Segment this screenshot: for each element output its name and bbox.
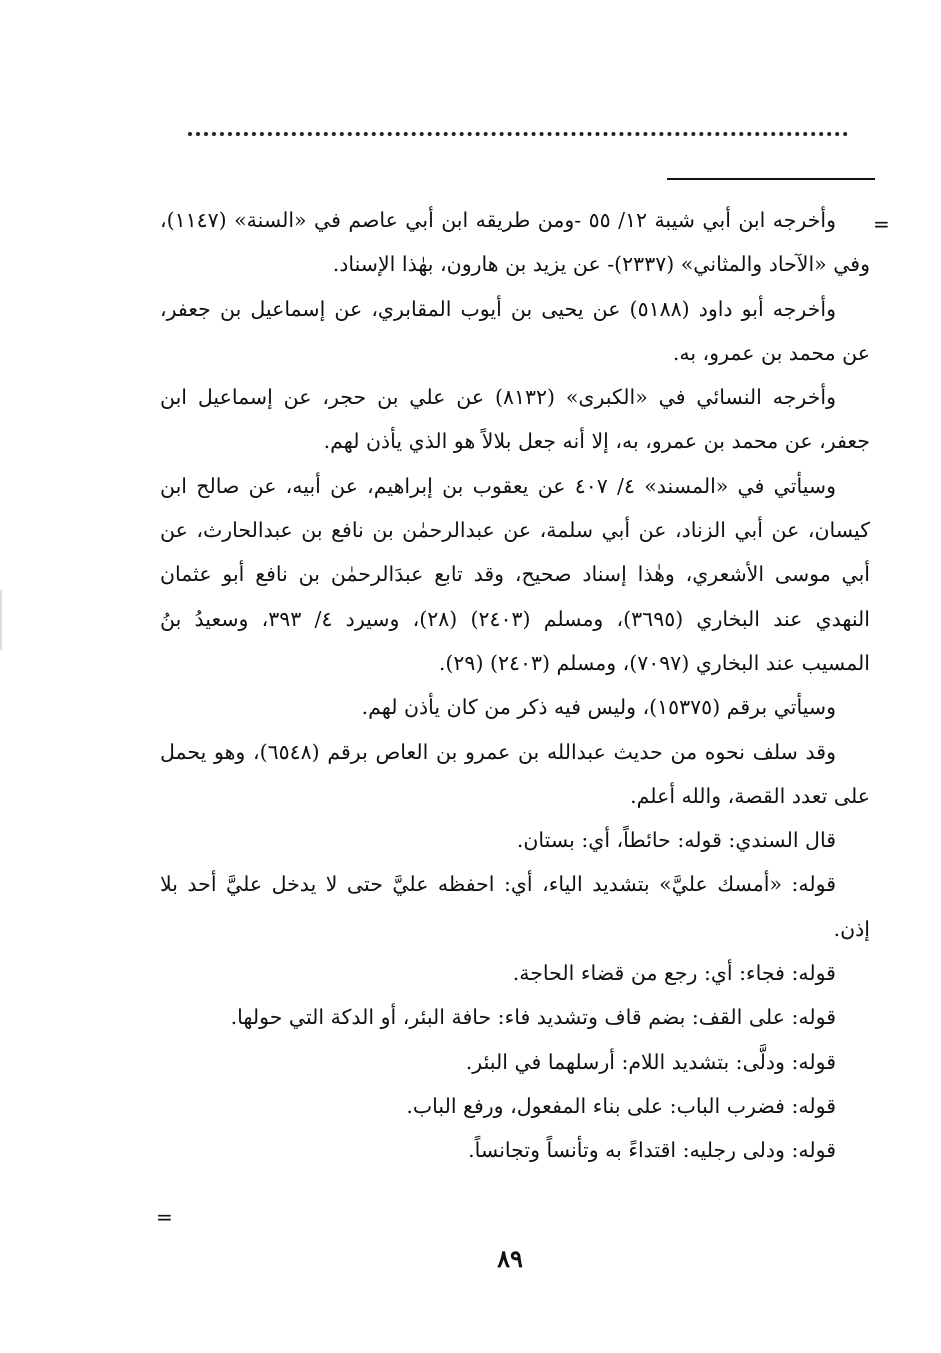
paragraph: قال السندي: قوله: حائطاً، أي: بستان.	[516, 828, 836, 853]
footnote-body	[160, 198, 870, 1173]
paragraph: وأخرجه النسائي في «الكبرى» (٨١٣٢) عن علي بن حجر، عن إسماعيل ابن جعفر، عن محمد بن عمرو، به، إلا أنه جعل بلالاً هو الذي يأذن لهم.	[160, 385, 870, 454]
footnote-rule	[667, 178, 875, 180]
paragraph: قوله: فجاء: أي: رجع من قضاء الحاجة.	[512, 961, 836, 986]
continuation-mark-bottom: =	[156, 1205, 173, 1229]
dotted-separator	[188, 122, 848, 136]
paragraph: قوله: على القف: بضم قاف وتشديد فاء: حافة البئر، أو الدكة التي حولها.	[230, 1005, 836, 1030]
paragraph: قوله: ودلَّى: بتشديد اللام: أرسلهما في البئر.	[465, 1049, 836, 1074]
paragraph: قوله: فضرب الباب: على بناء المفعول، ورفع الباب.	[406, 1093, 836, 1118]
paragraph: وأخرجه أبو داود (٥١٨٨) عن يحيى بن أيوب المقابري، عن إسماعيل بن جعفر، عن محمد بن عمرو، به.	[160, 296, 870, 365]
page-number: ٨٩	[497, 1244, 523, 1273]
paragraph: وسيأتي في «المسند» ٤/ ٤٠٧ عن يعقوب بن إبراهيم، عن أبيه، عن صالح ابن كيسان، عن أبي الزناد، عن أبي سلمة، عن عبدالرحمٰن بن نافع بن عبدالحارث، عن أبي موسى الأشعري، وهٰذا إسناد صحيح، وقد تابع عبدَالرحمٰن بن نافع أبو عثمان النهدي عند البخاري (٣٦٩٥)، ومسلم (٢٤٠٣) (٢٨)، وسيرد ٤/ ٣٩٣، وسعيدُ بنُ المسيب عند البخاري (٧٠٩٧)، ومسلم (٢٤٠٣) (٢٩).	[160, 473, 870, 675]
continuation-mark-top: =	[873, 212, 890, 236]
paragraph: قوله: ودلى رجليه: اقتداءً به وتأنساً وتجانساً.	[468, 1138, 836, 1163]
paragraph: قوله: «أمسك عليَّ» بتشديد الياء، أي: احفظه عليَّ حتى لا يدخل عليَّ أحد بلا إذن.	[160, 872, 870, 941]
paragraph: وسيأتي برقم (١٥٣٧٥)، وليس فيه ذكر من كان يأذن لهم.	[361, 695, 836, 720]
paragraph: وأخرجه ابن أبي شيبة ١٢/ ٥٥ -ومن طريقه ابن أبي عاصم في «السنة» (١١٤٧)، وفي «الآحاد والمثاني» (٢٣٣٧)- عن يزيد بن هارون، بهٰذا الإسناد.	[160, 208, 870, 277]
scan-edge-line	[0, 590, 2, 650]
paragraph: وقد سلف نحوه من حديث عبدالله بن عمرو بن العاص برقم (٦٥٤٨)، وهو يحمل على تعدد القصة، والله أعلم.	[160, 739, 870, 808]
